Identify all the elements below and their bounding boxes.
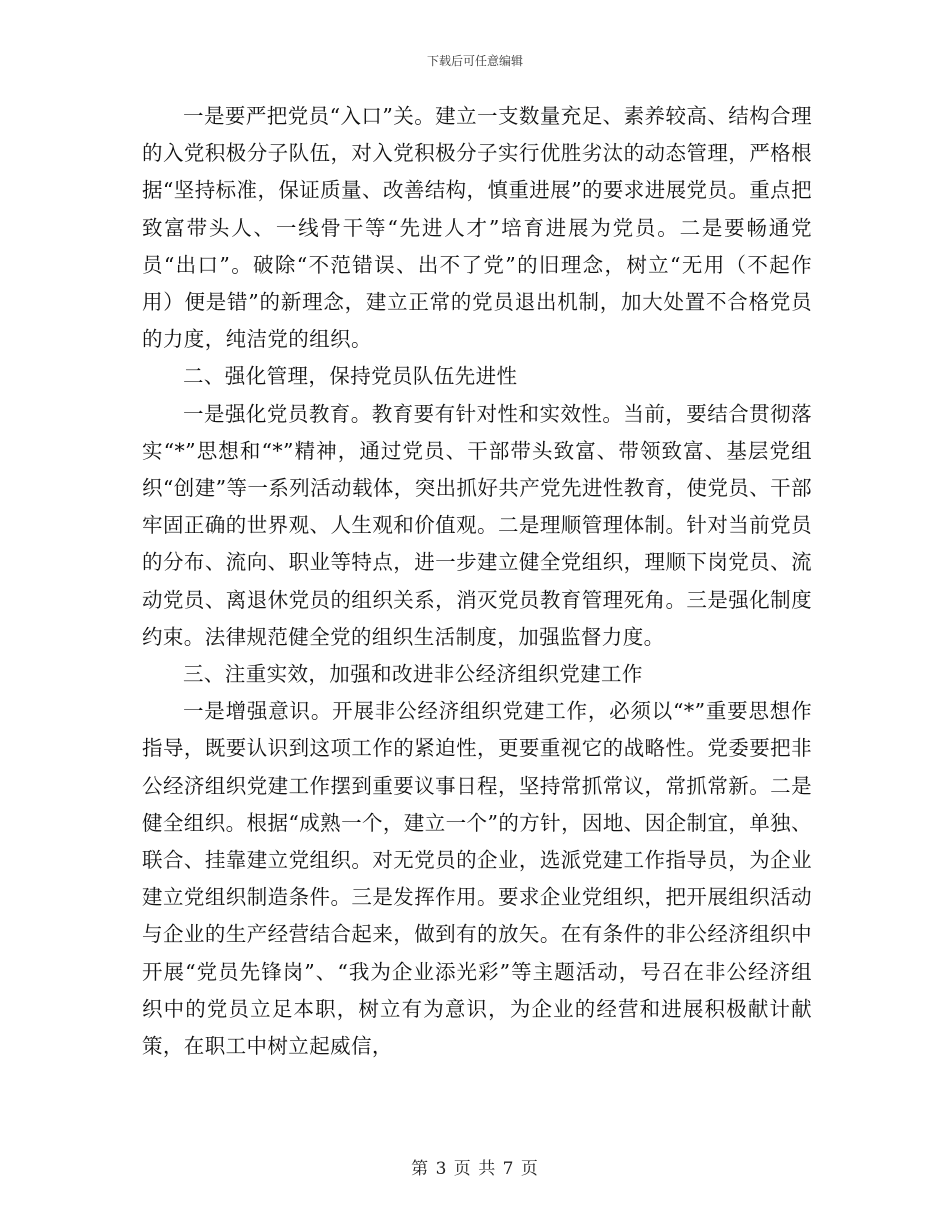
section-heading-non-public-party-building: 三、注重实效，加强和改进非公经济组织党建工作 — [183, 662, 643, 687]
paragraph-party-member-entry-exit: 一是要严把党员“入口”关。建立一支数量充足、素养较高、结构合理的入党积极分子队伍，对入党积极分子实行优胜劣汰的动态管理，严格根据“坚持标准，保证质量、改善结构，慎重进展”的要求进展党员。重点把致富带头人、一线骨干等“先进人才”培育进展为党员。二是要畅通党员“出口”。破除“不范错误、出不了党”的旧理念，树立“无用（不起作用）便是错”的新理念，建立正常的党员退出机制，加大处置不合格党员的力度，纯洁党的组织。 — [142, 104, 812, 352]
page-header: 下载后可任意编辑 — [426, 54, 523, 68]
document-body — [142, 98, 812, 1065]
section-heading-strengthen-management: 二、强化管理，保持党员队伍先进性 — [183, 364, 518, 389]
page-number: 第 3 页 共 7 页 — [411, 1159, 539, 1179]
paragraph-party-member-education: 一是强化党员教育。教育要有针对性和实效性。当前，要结合贯彻落实“*”思想和“*”精神，通过党员、干部带头致富、带领致富、基层党组织“创建”等一系列活动载体，突出抓好共产党先进性教育，使党员、干部牢固正确的世界观、人生观和价值观。二是理顺管理体制。针对当前党员的分布、流向、职业等特点，进一步建立健全党组织，理顺下岗党员、流动党员、离退休党员的组织关系，消灭党员教育管理死角。三是强化制度约束。法律规范健全党的组织生活制度，加强监督力度。 — [142, 401, 812, 649]
paragraph-non-public-economy-organizations: 一是增强意识。开展非公经济组织党建工作，必须以“*”重要思想作指导，既要认识到这项工作的紧迫性，更要重视它的战略性。党委要把非公经济组织党建工作摆到重要议事日程，坚持常抓常议，常抓常新。二是健全组织。根据“成熟一个，建立一个”的方针，因地、因企制宜，单独、联合、挂靠建立党组织。对无党员的企业，选派党建工作指导员，为企业建立党组织制造条件。三是发挥作用。要求企业党组织，把开展组织活动与企业的生产经营结合起来，做到有的放矢。在有条件的非公经济组织中开展“党员先锋岗”、“我为企业添光彩”等主题活动，号召在非公经济组织中的党员立足本职，树立有为意识，为企业的经营和进展积极献计献策，在职工中树立起威信， — [142, 699, 812, 1059]
